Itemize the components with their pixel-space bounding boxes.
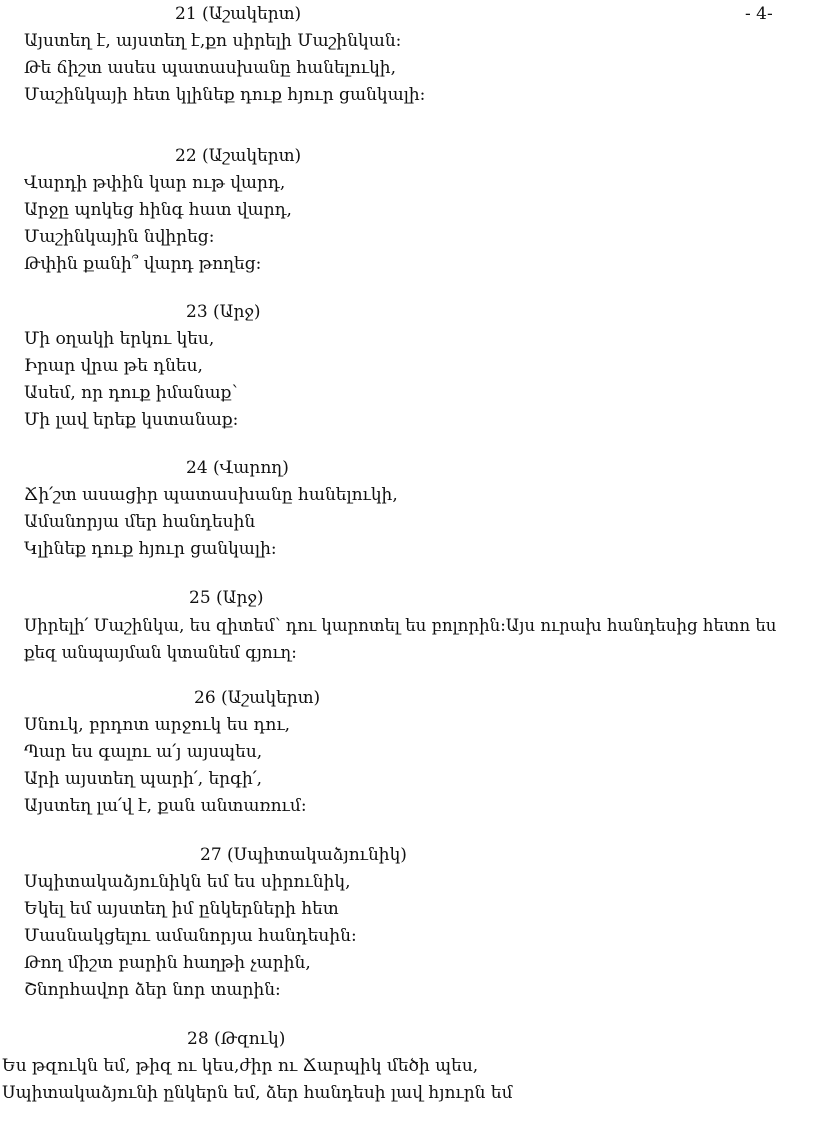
stanza-heading: 27 (Սպիտակաձյունիկ): [200, 845, 407, 865]
stanza-22: [0, 146, 816, 278]
stanza-line: Մաշինկայի հետ կլինեք դուք հյուր ցանկալի:: [24, 85, 426, 105]
page-number: - 4-: [745, 4, 773, 24]
stanza-line: Թող միշտ բարին հաղթի չարին,: [24, 953, 311, 973]
stanza-line: Սիրելի՛ Մաշինկա, ես զիտեմ՝ դու կարոտել ես բոլորին:Այս ուրախ հանդեսից հետո ես քեզ անպայման կտանեմ գյուղ:: [24, 616, 777, 662]
stanza-21: [0, 4, 816, 109]
stanza-heading: 22 (Աշակերտ): [175, 146, 302, 166]
stanza-line: Վարդի թփին կար ութ վարդ,: [24, 173, 286, 193]
stanza-line: Սնուկ, բրդոտ արջուկ ես դու,: [24, 715, 291, 735]
stanza-line: Սպիտակաձյունի ընկերն եմ, ձեր հանդեսի լավ հյուրն եմ: [2, 1083, 513, 1103]
stanza-heading: 21 (Աշակերտ): [175, 4, 302, 24]
stanza-line: Մասնակցելու ամանորյա հանդեսին:: [24, 926, 357, 946]
stanza-line: Մի լավ երեք կստանաք:: [24, 410, 239, 430]
stanza-heading: 28 (Թզուկ): [187, 1029, 286, 1049]
stanza-line: Մաշինկային նվիրեց:: [24, 227, 215, 247]
stanza-line: Ես թզուկն եմ, թիզ ու կես,ժիր ու Ճարպիկ մեծի պես,: [2, 1056, 479, 1076]
stanza-heading: 24 (Վարող): [186, 458, 289, 478]
stanza-line: Թփին քանի՞ վարդ թողեց:: [24, 254, 262, 274]
stanza-line: Սպիտակաձյունիկն եմ ես սիրունիկ,: [24, 872, 351, 892]
stanza-line: Շնորհավոր ձեր նոր տարին:: [24, 980, 281, 1000]
stanza-heading: 25 (Արջ): [189, 588, 264, 608]
stanza-line: Կլինեք դուք հյուր ցանկալի:: [24, 539, 277, 559]
stanza-27: [0, 845, 816, 1004]
stanza-heading: 26 (Աշակերտ): [194, 688, 321, 708]
stanza-line: Եկել եմ այստեղ իմ ընկերների հետ: [24, 899, 339, 919]
stanza-25: [0, 588, 816, 666]
stanza-line: Արջը պոկեց հինգ հատ վարդ,: [24, 200, 292, 220]
stanza-line: Թե ճիշտ ասես պատասխանը հանելուկի,: [24, 58, 396, 78]
stanza-line: Ճի՛շտ ասացիր պատասխանը հանելուկի,: [24, 485, 398, 505]
stanza-line: Իրար վրա թե դնես,: [24, 356, 203, 376]
stanza-line: Պար ես գալու ա՛յ այսպես,: [24, 742, 263, 762]
stanza-26: [0, 688, 816, 820]
stanza-heading: 23 (Արջ): [186, 302, 261, 322]
stanza-23: [0, 302, 816, 434]
stanza-line: Ամանորյա մեր հանդեսին: [24, 512, 256, 532]
stanza-24: [0, 458, 816, 563]
stanza-line: Այստեղ է, այստեղ է,քո սիրելի Մաշինկան:: [24, 31, 402, 51]
stanza-line: Այստեղ լա՛վ է, քան անտառում:: [24, 796, 307, 816]
stanza-28: [0, 1029, 816, 1107]
stanza-line: Մի օղակի երկու կես,: [24, 329, 215, 349]
stanza-line: Ասեմ, որ դուք իմանաք՝: [24, 383, 238, 403]
stanza-line: Արի այստեղ պարի՛, երգի՛,: [24, 769, 263, 789]
